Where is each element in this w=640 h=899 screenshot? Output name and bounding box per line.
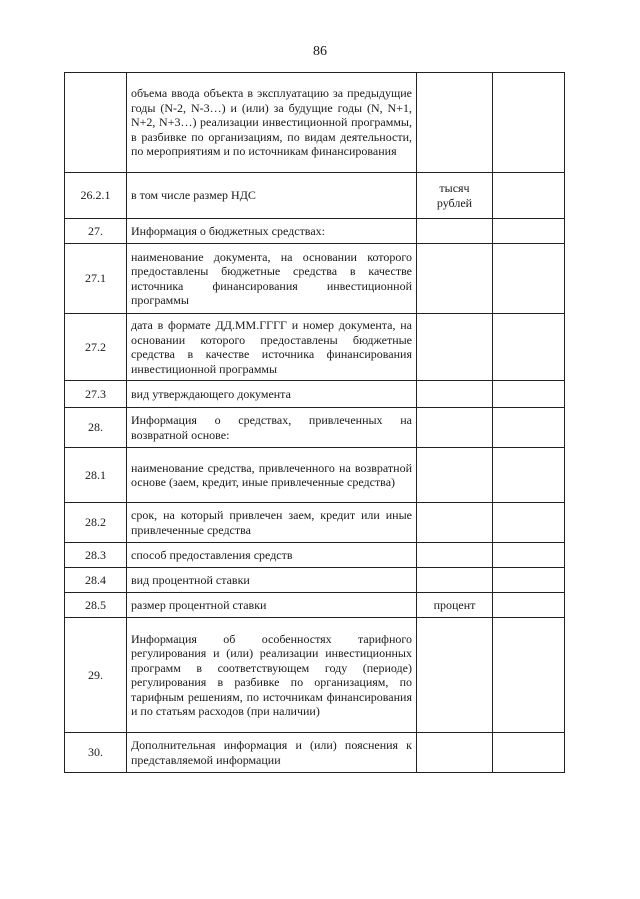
table-row xyxy=(65,568,565,593)
table-row xyxy=(65,593,565,618)
row-description: способ предоставления средств xyxy=(127,543,417,568)
row-unit xyxy=(417,244,493,314)
row-description: Информация об особенностях тарифного регулирования и (или) реализации инвестиционных программ в соответствующем году (периоде) регулирования в разбивке по организациям, по тарифным решениям, по источникам финансирования и по статьям расходов (при наличии) xyxy=(127,618,417,733)
row-number: 27. xyxy=(65,219,127,244)
row-description: Информация о средствах, привлеченных на возвратной основе: xyxy=(127,408,417,448)
row-unit xyxy=(417,73,493,173)
row-number: 28.2 xyxy=(65,503,127,543)
table-row xyxy=(65,543,565,568)
row-number: 28. xyxy=(65,408,127,448)
row-unit xyxy=(417,618,493,733)
row-description: вид утверждающего документа xyxy=(127,381,417,408)
row-description: размер процентной ставки xyxy=(127,593,417,618)
row-value xyxy=(493,173,565,219)
row-number xyxy=(65,73,127,173)
table-row xyxy=(65,733,565,773)
row-value xyxy=(493,314,565,381)
row-number: 27.2 xyxy=(65,314,127,381)
row-number: 30. xyxy=(65,733,127,773)
row-unit: процент xyxy=(417,593,493,618)
table-row xyxy=(65,448,565,503)
row-number: 28.5 xyxy=(65,593,127,618)
row-unit xyxy=(417,219,493,244)
row-number: 28.1 xyxy=(65,448,127,503)
row-value xyxy=(493,73,565,173)
row-value xyxy=(493,593,565,618)
table-row xyxy=(65,314,565,381)
row-number: 28.4 xyxy=(65,568,127,593)
row-value xyxy=(493,381,565,408)
table-row xyxy=(65,219,565,244)
table-row xyxy=(65,618,565,733)
table-row xyxy=(65,244,565,314)
row-unit xyxy=(417,568,493,593)
row-unit: тысяч рублей xyxy=(417,173,493,219)
table-row xyxy=(65,73,565,173)
row-description: Дополнительная информация и (или) пояснения к представляемой информации xyxy=(127,733,417,773)
row-unit xyxy=(417,503,493,543)
row-value xyxy=(493,448,565,503)
row-number: 28.3 xyxy=(65,543,127,568)
data-table xyxy=(64,72,565,773)
row-description: наименование средства, привлеченного на возвратной основе (заем, кредит, иные привлеченные средства) xyxy=(127,448,417,503)
row-value xyxy=(493,244,565,314)
row-unit xyxy=(417,408,493,448)
row-number: 26.2.1 xyxy=(65,173,127,219)
row-unit xyxy=(417,381,493,408)
row-number: 27.1 xyxy=(65,244,127,314)
row-description: в том числе размер НДС xyxy=(127,173,417,219)
row-value xyxy=(493,503,565,543)
row-number: 27.3 xyxy=(65,381,127,408)
row-description: объема ввода объекта в эксплуатацию за предыдущие годы (N-2, N-3…) и (или) за будущие годы (N, N+1, N+2, N+3…) реализации инвестиционной программы, в разбивке по организациям, по видам деятельности, по мероприятиям и по источникам финансирования xyxy=(127,73,417,173)
table-row xyxy=(65,381,565,408)
table-row xyxy=(65,173,565,219)
row-description: дата в формате ДД.ММ.ГГГГ и номер документа, на основании которого предоставлены бюджетные средства в качестве источника финансирования инвестиционной программы xyxy=(127,314,417,381)
row-description: срок, на который привлечен заем, кредит или иные привлеченные средства xyxy=(127,503,417,543)
row-value xyxy=(493,618,565,733)
row-value xyxy=(493,408,565,448)
row-unit xyxy=(417,543,493,568)
row-value xyxy=(493,568,565,593)
row-description: вид процентной ставки xyxy=(127,568,417,593)
table-row xyxy=(65,503,565,543)
row-value xyxy=(493,733,565,773)
page-number: 86 xyxy=(313,44,327,59)
row-number: 29. xyxy=(65,618,127,733)
row-unit xyxy=(417,733,493,773)
row-description: Информация о бюджетных средствах: xyxy=(127,219,417,244)
row-description: наименование документа, на основании которого предоставлены бюджетные средства в качестве источника финансирования инвестиционной программы xyxy=(127,244,417,314)
row-value xyxy=(493,219,565,244)
table-row xyxy=(65,408,565,448)
row-value xyxy=(493,543,565,568)
row-unit xyxy=(417,314,493,381)
row-unit xyxy=(417,448,493,503)
